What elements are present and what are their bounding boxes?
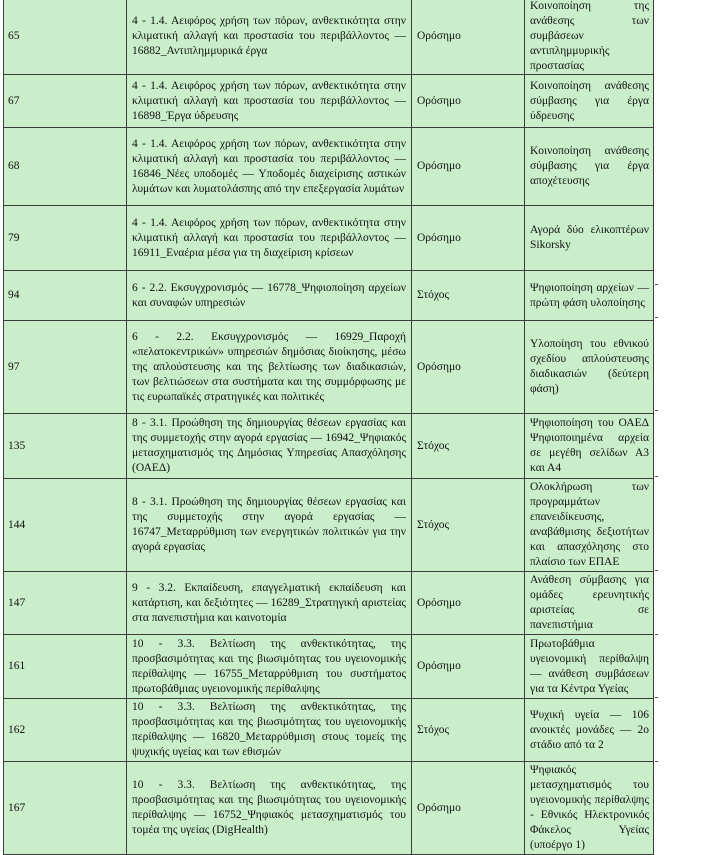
- table-row: [4, 0, 654, 75]
- measure-description: 10 - 3.3. Βελτίωση της ανθεκτικότητας, της προσβασιμότητας και της βιωσιμότητας του υγειονομικής περίθαλψης — 16752_Ψηφιακός μετασχηματισμός του τομέα της υγείας (DigHealth): [127, 762, 412, 855]
- table-body: [4, 0, 654, 855]
- action-description: Αγορά δύο ελικοπτέρων Sikorsky: [525, 206, 654, 271]
- action-description: Ψηφιοποίηση του ΟΑΕΔ Ψηφιοποιημένα αρχεία σε μεγέθη σελίδων Α3 και Α4: [525, 414, 654, 479]
- margin-dash-mark: [655, 570, 658, 571]
- indicator-type: Στόχος: [412, 699, 525, 762]
- measure-description: 4 - 1.4. Αειφόρος χρήση των πόρων, ανθεκτικότητα στην κλιματική αλλαγή και προστασία του περιβάλλοντος — 16898_Έργα ύδρευσης: [127, 75, 412, 128]
- action-description: Υλοποίηση του εθνικού σχεδίου απλούστευσης διαδικασιών (δεύτερη φάση): [525, 321, 654, 414]
- action-description: Πρωτοβάθμια υγειονομική περίθαλψη — ανάθεση συμβάσεων για τα Κέντρα Υγείας: [525, 635, 654, 699]
- row-number: 162: [4, 699, 127, 762]
- indicator-type: Ορόσημο: [412, 635, 525, 699]
- margin-dash-mark: [655, 697, 658, 698]
- margin-dash-mark: [655, 634, 658, 635]
- margin-dash-mark: [655, 317, 658, 318]
- table-row: [4, 479, 654, 572]
- indicator-type: Στόχος: [412, 479, 525, 572]
- measure-description: 10 - 3.3. Βελτίωση της ανθεκτικότητας, της προσβασιμότητας και της βιωσιμότητας του υγειονομικής περίθαλψης — 16755_Μεταρρύθμιση του συστήματος πρωτοβάθμιας υγειονομικής περίθαλψης: [127, 635, 412, 699]
- indicator-type: Ορόσημο: [412, 206, 525, 271]
- measure-description: 8 - 3.1. Προώθηση της δημιουργίας θέσεων εργασίας και της συμμετοχής στην αγορά εργασίας — 16747_Μεταρρύθμιση των ενεργητικών πολιτικών για την αγορά εργασίας: [127, 479, 412, 572]
- margin-dash-mark: [655, 410, 658, 411]
- table-row: [4, 321, 654, 414]
- row-number: 65: [4, 0, 127, 75]
- row-number: 161: [4, 635, 127, 699]
- row-number: 135: [4, 414, 127, 479]
- row-number: 79: [4, 206, 127, 271]
- table-row: [4, 271, 654, 321]
- action-description: Κοινοποίηση της ανάθεσης των συμβάσεων αντιπλημμυρικής προστασίας: [525, 0, 654, 75]
- indicator-type: Ορόσημο: [412, 572, 525, 635]
- indicator-type: Ορόσημο: [412, 75, 525, 128]
- action-description: Κοινοποίηση ανάθεσης σύμβασης για έργα αποχέτευσης: [525, 128, 654, 206]
- row-number: 167: [4, 762, 127, 855]
- row-number: 68: [4, 128, 127, 206]
- table-row: [4, 635, 654, 699]
- indicator-type: Ορόσημο: [412, 321, 525, 414]
- action-description: Ψυχική υγεία — 106 ανοικτές μονάδες — 2ο στάδιο από τα 2: [525, 699, 654, 762]
- measure-description: 4 - 1.4. Αειφόρος χρήση των πόρων, ανθεκτικότητα στην κλιματική αλλαγή και προστασία του περιβάλλοντος — 16846_Νέες υποδομές — Υποδομές διαχείρισης αστικών λυμάτων και λυματολάσπης από την επεξεργασία λυμάτων: [127, 128, 412, 206]
- action-description: Κοινοποίηση ανάθεσης σύμβασης για έργα ύδρευσης: [525, 75, 654, 128]
- table-row: [4, 206, 654, 271]
- table-row: [4, 699, 654, 762]
- row-number: 144: [4, 479, 127, 572]
- row-number: 67: [4, 75, 127, 128]
- indicator-type: Ορόσημο: [412, 762, 525, 855]
- milestones-table: [3, 0, 654, 855]
- row-number: 97: [4, 321, 127, 414]
- table-row: [4, 128, 654, 206]
- margin-dash-mark: [655, 476, 658, 477]
- action-description: Ολοκλήρωση των προγραμμάτων επανειδίκευσης, αναβάθμισης δεξιοτήτων και απασχόλησης στο πλαίσιο των ΕΠΑΕ: [525, 479, 654, 572]
- action-description: Ψηφιακός μετασχηματισμός του υγειονομικής περίθαλψης - Εθνικός Ηλεκτρονικός Φάκελος Υγείας (υποέργο 1): [525, 762, 654, 855]
- margin-dash-mark: [655, 284, 658, 285]
- measure-description: 4 - 1.4. Αειφόρος χρήση των πόρων, ανθεκτικότητα στην κλιματική αλλαγή και προστασία του περιβάλλοντος — 16911_Εναέρια μέσα για τη διαχείριση κρίσεων: [127, 206, 412, 271]
- measure-description: 6 - 2.2. Εκσυγχρονισμός — 16778_Ψηφιοποίηση αρχείων και συναφών υπηρεσιών: [127, 271, 412, 321]
- action-description: Ψηφιοποίηση αρχείων — πρώτη φάση υλοποίησης: [525, 271, 654, 321]
- measure-description: 10 - 3.3. Βελτίωση της ανθεκτικότητας, της προσβασιμότητας και της βιωσιμότητας του υγειονομικής περίθαλψης — 16820_Μεταρρύθμιση στους τομείς της ψυχικής υγείας και των εθισμών: [127, 699, 412, 762]
- indicator-type: Στόχος: [412, 271, 525, 321]
- table-row: [4, 762, 654, 855]
- row-number: 147: [4, 572, 127, 635]
- indicator-type: Ορόσημο: [412, 128, 525, 206]
- measure-description: 8 - 3.1. Προώθηση της δημιουργίας θέσεων εργασίας και της συμμετοχής στην αγορά εργασίας — 16942_Ψηφιακός μετασχηματισμός της Δημόσιας Υπηρεσίας Απασχόλησης (ΟΑΕΔ): [127, 414, 412, 479]
- row-number: 94: [4, 271, 127, 321]
- measure-description: 6 - 2.2. Εκσυγχρονισμός — 16929_Παροχή «πελατοκεντρικών» υπηρεσιών δημόσιας διοίκησης, μέσω της απλούστευσης και της βελτίωσης των διαδικασιών, των βελτιώσεων στα συστήματα και της συμμόρφωσης με τις ευρωπαϊκές στρατηγικές και πολιτικές: [127, 321, 412, 414]
- action-description: Ανάθεση σύμβασης για ομάδες ερευνητικής αριστείας σε πανεπιστήμια: [525, 572, 654, 635]
- table-row: [4, 572, 654, 635]
- indicator-type: Ορόσημο: [412, 0, 525, 75]
- measure-description: 9 - 3.2. Εκπαίδευση, επαγγελματική εκπαίδευση και κατάρτιση, και δεξιότητες — 16289_Στρατηγική αριστείας στα πανεπιστήμια και καινοτομία: [127, 572, 412, 635]
- table-row: [4, 414, 654, 479]
- measure-description: 4 - 1.4. Αειφόρος χρήση των πόρων, ανθεκτικότητα στην κλιματική αλλαγή και προστασία του περιβάλλοντος — 16882_Αντιπλημμυρικά έργα: [127, 0, 412, 75]
- table-row: [4, 75, 654, 128]
- indicator-type: Στόχος: [412, 414, 525, 479]
- margin-dash-mark: [655, 761, 658, 762]
